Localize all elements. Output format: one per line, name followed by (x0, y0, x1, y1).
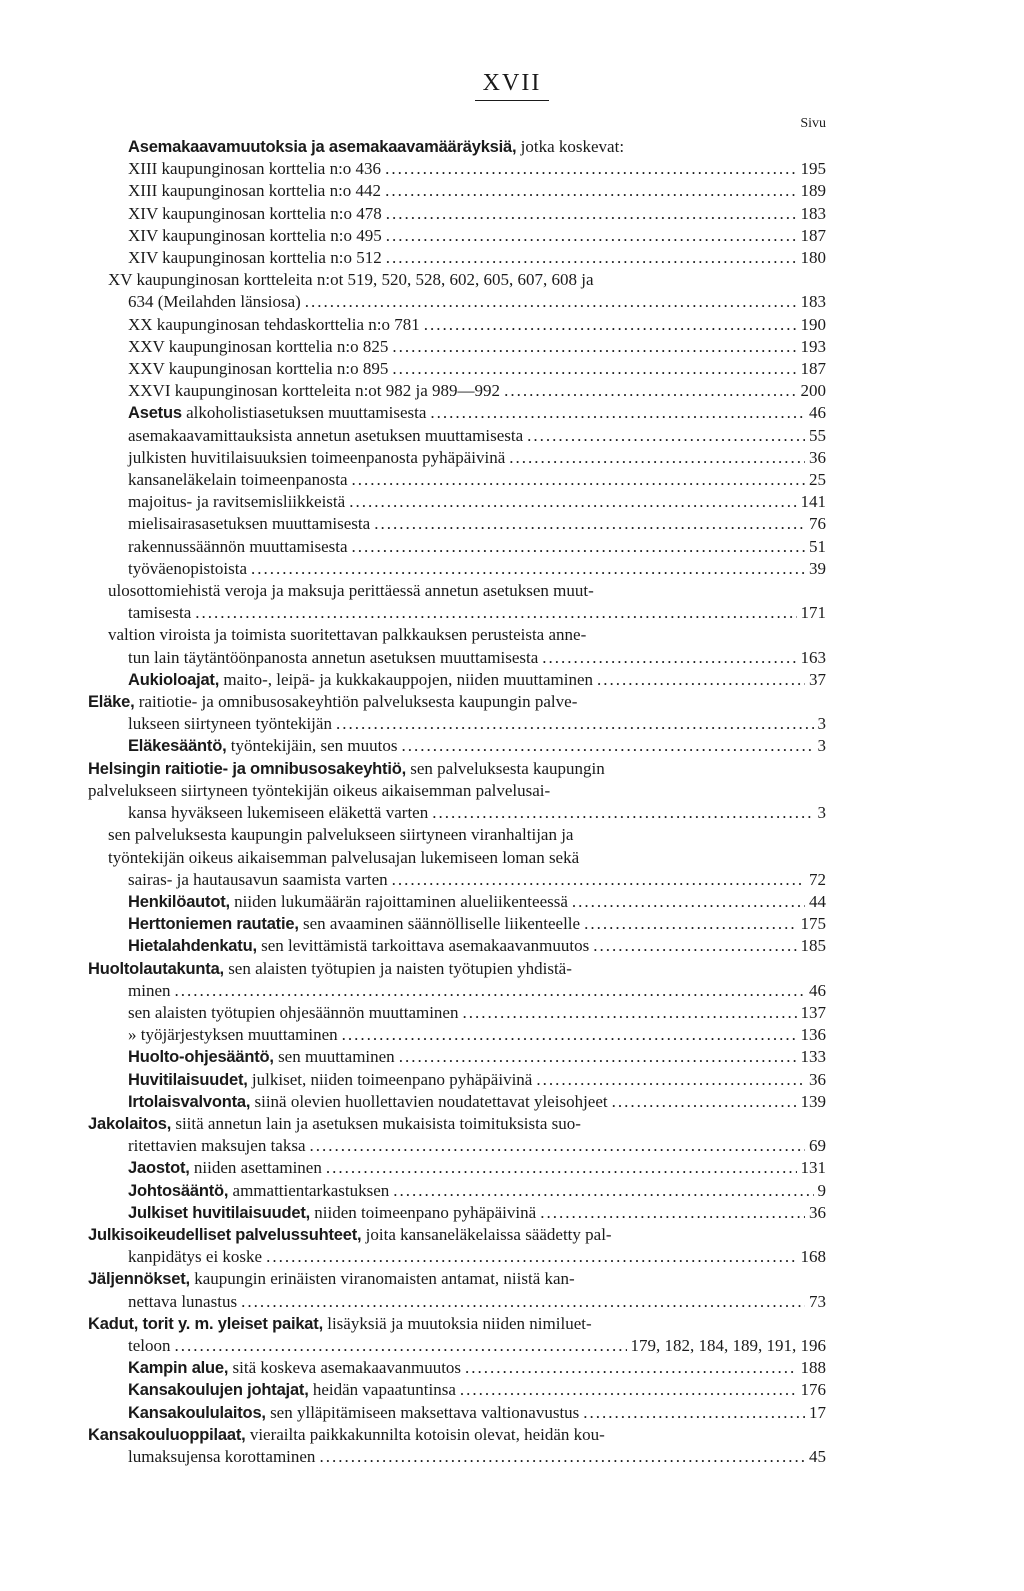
page-reference: 180 (800, 248, 826, 268)
entry-text: tamisesta (128, 603, 192, 623)
entry-text: XX kaupunginosan tehdaskorttelia n:o 781 (128, 314, 420, 334)
index-entry (88, 691, 826, 735)
entry-text: » työjärjestyksen muuttaminen (128, 1025, 338, 1045)
entry-text: XIII kaupunginosan korttelia n:o 442 (128, 181, 382, 201)
page-reference: 193 (800, 336, 826, 356)
entry-text: työväenopistoista (128, 558, 247, 578)
entry-heading: Aukioloajat, (128, 670, 220, 689)
page-reference: 171 (800, 603, 826, 623)
index-entry-line (108, 847, 826, 869)
index-entry-line (128, 1402, 826, 1424)
page-reference: 188 (800, 1358, 826, 1378)
index-entry-line (128, 247, 826, 269)
entry-text: majoitus- ja ravitsemisliikkeistä (128, 492, 346, 512)
dot-leader (305, 291, 797, 313)
entry-text: XIV kaupunginosan korttelia n:o 478 (128, 203, 382, 223)
index-entry (88, 1091, 826, 1113)
index-entry (88, 1024, 826, 1046)
dot-leader (593, 935, 796, 957)
index-entry-line (128, 336, 826, 358)
entry-text: siitä annetun lain ja asetuksen mukaisista toimituksista suo- (175, 1113, 581, 1133)
index-entry-line (128, 802, 826, 824)
index-entry-line (88, 1313, 826, 1335)
page-reference: 36 (809, 1202, 826, 1222)
entry-text: työntekijäin, sen muutos (230, 736, 398, 756)
page-reference: 189 (800, 181, 826, 201)
page-reference: 3 (817, 803, 826, 823)
dot-leader (584, 913, 796, 935)
index-entry (88, 824, 826, 891)
index-entry-line (108, 269, 826, 291)
entry-heading: Asetus (128, 404, 182, 423)
index-entry-line (108, 580, 826, 602)
index-entry-line (128, 647, 826, 669)
index-entry-line (88, 758, 826, 780)
entry-text: siinä olevien huollettavien noudatettavat yleisohjeet (254, 1091, 608, 1111)
page-reference: 45 (809, 1446, 826, 1466)
page-reference: 55 (809, 425, 826, 445)
index-entry (88, 1046, 826, 1068)
page-reference: 139 (800, 1091, 826, 1111)
index-entry (88, 1202, 826, 1224)
index-entry-line (128, 380, 826, 402)
entry-text: XXVI kaupunginosan kortteleita n:ot 982 ja 989—992 (128, 381, 501, 401)
index-entry-line (128, 669, 826, 691)
index-entry-line (128, 602, 826, 624)
page-reference: 190 (800, 314, 826, 334)
entry-text: XXV kaupunginosan korttelia n:o 825 (128, 336, 389, 356)
dot-leader (392, 336, 796, 358)
dot-leader (540, 1202, 805, 1224)
index-entry (88, 624, 826, 668)
entry-heading: Helsingin raitiotie- ja omnibusosakeyhtiö, (88, 759, 406, 778)
entry-text: jotka koskevat: (520, 137, 625, 156)
index-entry (88, 513, 826, 535)
index-entry (88, 491, 826, 513)
entry-text: julkisten huvitilaisuuksien toimeenpanosta pyhäpäivinä (128, 447, 506, 467)
index-entry-line (88, 958, 826, 980)
page-reference: 141 (800, 492, 826, 512)
entry-text: ulosottomiehistä veroja ja maksuja perittäessä annetun asetuksen muut- (108, 581, 594, 601)
dot-leader (504, 380, 796, 402)
page-reference: 73 (809, 1291, 826, 1311)
entry-text: sitä koskeva asemakaavanmuutos (232, 1358, 462, 1378)
page-reference: 133 (800, 1047, 826, 1067)
index-entry-line (128, 1069, 826, 1091)
dot-leader (462, 1002, 796, 1024)
index-entry (88, 1379, 826, 1401)
entry-heading: Johtosääntö, (128, 1181, 229, 1200)
entry-text: kansa hyväkseen lukemiseen eläkettä varten (128, 803, 429, 823)
index-entry-line (128, 136, 826, 158)
entry-heading: Herttoniemen rautatie, (128, 915, 299, 934)
page-reference: 175 (800, 914, 826, 934)
entry-text: julkiset, niiden toimeenpano pyhäpäivinä (251, 1069, 533, 1089)
index-entry (88, 1313, 826, 1357)
index-entry (88, 402, 826, 424)
entry-text: lisäyksiä ja muutoksia niiden nimiluet- (327, 1313, 592, 1333)
index-entry-line (128, 1291, 826, 1313)
dot-leader (195, 602, 796, 624)
dot-leader (336, 713, 814, 735)
index-entry (88, 136, 826, 158)
index-entry-line (128, 713, 826, 735)
entry-text: kansaneläkelain toimeenpanosta (128, 470, 348, 490)
dot-leader (536, 1069, 805, 1091)
dot-leader (386, 225, 797, 247)
dot-leader (386, 247, 797, 269)
index-entry-line (128, 314, 826, 336)
index-entry (88, 758, 826, 825)
entry-heading: Kampin alue, (128, 1359, 229, 1378)
dot-leader (597, 669, 805, 691)
index-entry (88, 314, 826, 336)
index-entry (88, 1069, 826, 1091)
index-list (88, 136, 826, 1468)
index-entry (88, 1180, 826, 1202)
entry-heading: Hietalahdenkatu, (128, 937, 257, 956)
index-entry-line (128, 1002, 826, 1024)
index-entry-line (128, 1335, 826, 1357)
entry-heading: Kansakoulujen johtajat, (128, 1381, 309, 1400)
index-entry-line (128, 935, 826, 957)
entry-text: alkoholistiasetuksen muuttamisesta (186, 403, 427, 423)
entry-heading: Irtolaisvalvonta, (128, 1092, 251, 1111)
entry-text: asemakaavamittauksista annetun asetuksen muuttamisesta (128, 425, 524, 445)
page-reference: 46 (809, 980, 826, 1000)
index-entry (88, 425, 826, 447)
dot-leader (352, 469, 806, 491)
page-reference: 183 (800, 292, 826, 312)
dot-leader (385, 180, 796, 202)
entry-heading: Jakolaitos, (88, 1114, 172, 1133)
dot-leader (432, 802, 813, 824)
index-entry-line (128, 735, 826, 757)
entry-text: sen avaaminen säännölliselle liikenteelle (302, 914, 581, 934)
index-entry-line (128, 1446, 826, 1468)
dot-leader (392, 869, 805, 891)
entry-text: raitiotie- ja omnibusosakeyhtiön palveluksesta kaupungin palve- (138, 692, 578, 712)
entry-heading: Henkilöautot, (128, 892, 230, 911)
page-reference: 36 (809, 447, 826, 467)
page-reference: 46 (809, 403, 826, 423)
entry-text: teloon (128, 1335, 171, 1355)
entry-text: lukseen siirtyneen työntekijän (128, 714, 332, 734)
page-reference: 131 (800, 1158, 826, 1178)
index-entry-line (128, 869, 826, 891)
column-header-sivu: Sivu (800, 116, 826, 131)
page-reference: 163 (800, 647, 826, 667)
entry-heading: Eläke, (88, 693, 135, 712)
index-entry-line (128, 469, 826, 491)
dot-leader (326, 1157, 797, 1179)
index-entry-line (128, 158, 826, 180)
entry-heading: Kansakoululaitos, (128, 1403, 266, 1422)
index-entry (88, 247, 826, 269)
index-entry (88, 1424, 826, 1468)
page-reference: 187 (800, 225, 826, 245)
dot-leader (583, 1402, 805, 1424)
dot-leader (386, 203, 797, 225)
entry-text: kanpidätys ei koske (128, 1247, 263, 1267)
index-entry (88, 913, 826, 935)
entry-text: XV kaupunginosan kortteleita n:ot 519, 520, 528, 602, 605, 607, 608 ja (108, 270, 594, 290)
index-entry-line (128, 1046, 826, 1068)
index-entry (88, 158, 826, 180)
index-entry (88, 203, 826, 225)
index-entry-line (128, 225, 826, 247)
index-entry (88, 558, 826, 580)
entry-text: nettava lunastus (128, 1291, 238, 1311)
page-reference: 187 (800, 359, 826, 379)
index-entry-line (88, 1424, 826, 1446)
dot-leader (393, 1180, 813, 1202)
index-entry-line (128, 291, 826, 313)
dot-leader (572, 891, 805, 913)
entry-text: XIV kaupunginosan korttelia n:o 512 (128, 248, 382, 268)
page-reference: 9 (817, 1180, 826, 1200)
entry-text: kaupungin erinäisten viranomaisten antamat, niistä kan- (194, 1269, 575, 1289)
dot-leader (251, 558, 805, 580)
entry-text: rakennussäännön muuttamisesta (128, 536, 348, 556)
index-entry-line (128, 180, 826, 202)
index-entry (88, 1224, 826, 1268)
dot-leader (349, 491, 796, 513)
index-entry-line (88, 1268, 826, 1290)
index-entry-line (128, 1157, 826, 1179)
entry-heading: Julkiset huvitilaisuudet, (128, 1203, 311, 1222)
entry-heading: Julkisoikeudelliset palvelussuhteet, (88, 1225, 362, 1244)
entry-heading: Kadut, torit y. m. yleiset paikat, (88, 1314, 323, 1333)
entry-text: sen muuttaminen (278, 1047, 395, 1067)
page-reference: 76 (809, 514, 826, 534)
dot-leader (430, 402, 805, 424)
entry-heading: Jäljennökset, (88, 1270, 190, 1289)
index-entry-line (128, 980, 826, 1002)
entry-heading: Kansakouluoppilaat, (88, 1425, 246, 1444)
entry-text: niiden lukumäärän rajoittaminen alueliikenteessä (234, 891, 568, 911)
index-entry (88, 935, 826, 957)
entry-text: sen alaisten työtupien ohjesäännön muuttaminen (128, 1002, 459, 1022)
entry-text: sen alaisten työtupien ja naisten työtupien yhdistä- (228, 958, 572, 978)
page-reference: 185 (800, 936, 826, 956)
index-entry-line (128, 402, 826, 424)
page-reference: 51 (809, 536, 826, 556)
index-entry (88, 1002, 826, 1024)
index-entry-line (88, 691, 826, 713)
page-reference: 195 (800, 159, 826, 179)
page-reference: 179, 182, 184, 189, 191, 196 (630, 1335, 826, 1355)
dot-leader (241, 1291, 805, 1313)
entry-text: ritettavien maksujen taksa (128, 1136, 306, 1156)
entry-text: XXV kaupunginosan korttelia n:o 895 (128, 359, 389, 379)
page-reference: 17 (809, 1402, 826, 1422)
dot-leader (319, 1446, 805, 1468)
page-reference: 200 (800, 381, 826, 401)
dot-leader (612, 1091, 797, 1113)
index-entry (88, 358, 826, 380)
index-entry-line (128, 358, 826, 380)
index-entry-line (108, 624, 826, 646)
page-reference: 25 (809, 470, 826, 490)
entry-text: lumaksujensa korottaminen (128, 1446, 316, 1466)
page-reference: 37 (809, 669, 826, 689)
entry-text: sen levittämistä tarkoittava asemakaavanmuutos (261, 936, 590, 956)
page-reference: 168 (800, 1247, 826, 1267)
index-entry-line (128, 425, 826, 447)
entry-text: XIV kaupunginosan korttelia n:o 495 (128, 225, 382, 245)
dot-leader (465, 1357, 796, 1379)
entry-text: mielisairasasetuksen muuttamisesta (128, 514, 371, 534)
index-entry (88, 380, 826, 402)
dot-leader (392, 358, 796, 380)
index-entry-line (128, 203, 826, 225)
index-entry-line (128, 913, 826, 935)
entry-text: sen palveluksesta kaupungin palvelukseen siirtyneen viranhaltijan ja (108, 825, 574, 845)
index-entry-line (128, 1357, 826, 1379)
index-entry-line (128, 491, 826, 513)
dot-leader (385, 158, 796, 180)
entry-text: sen ylläpitämiseen maksettava valtionavustus (270, 1402, 580, 1422)
dot-leader (175, 1335, 627, 1357)
index-entry (88, 735, 826, 757)
dot-leader (374, 513, 805, 535)
index-entry (88, 1268, 826, 1312)
index-entry-line (128, 1379, 826, 1401)
index-entry-line (128, 1180, 826, 1202)
index-entry-line (128, 1135, 826, 1157)
page-reference: 36 (809, 1069, 826, 1089)
dot-leader (542, 647, 796, 669)
index-entry-line (88, 780, 826, 802)
index-entry-line (108, 824, 826, 846)
entry-text: heidän vapaatuntinsa (312, 1380, 456, 1400)
entry-heading: Huvitilaisuudet, (128, 1070, 248, 1089)
dot-leader (401, 735, 813, 757)
index-entry (88, 891, 826, 913)
page-number-text: XVII (475, 70, 550, 101)
index-entry-line (128, 1091, 826, 1113)
entry-text: valtion viroista ja toimista suoritettavan palkkauksen perusteista anne- (108, 625, 587, 645)
index-entry (88, 447, 826, 469)
index-entry (88, 1402, 826, 1424)
page-reference: 69 (809, 1136, 826, 1156)
entry-text: minen (128, 980, 171, 1000)
page-reference: 176 (800, 1380, 826, 1400)
entry-text: palvelukseen siirtyneen työntekijän oikeus aikaisemman palvelusai- (88, 780, 551, 800)
index-entry-line (128, 536, 826, 558)
page-reference: 39 (809, 558, 826, 578)
entry-text: niiden asettaminen (193, 1158, 322, 1178)
entry-text: sairas- ja hautausavun saamista varten (128, 869, 388, 889)
entry-text: ammattientarkastuksen (232, 1180, 390, 1200)
index-entry-line (128, 558, 826, 580)
entry-heading: Huolto-ohjesääntö, (128, 1048, 274, 1067)
dot-leader (266, 1246, 796, 1268)
dot-leader (527, 425, 805, 447)
index-entry-line (128, 513, 826, 535)
index-entry-line (128, 1202, 826, 1224)
index-entry (88, 1357, 826, 1379)
page-reference: 137 (800, 1002, 826, 1022)
index-entry (88, 1157, 826, 1179)
dot-leader (342, 1024, 797, 1046)
dot-leader (352, 536, 805, 558)
index-entry (88, 1113, 826, 1157)
index-entry (88, 469, 826, 491)
page-reference: 136 (800, 1025, 826, 1045)
index-entry (88, 958, 826, 1002)
entry-text: niiden toimeenpano pyhäpäivinä (314, 1202, 537, 1222)
dot-leader (509, 447, 805, 469)
entry-text: tun lain täytäntöönpanosta annetun asetuksen muuttamisesta (128, 647, 539, 667)
entry-heading: Eläkesääntö, (128, 737, 227, 756)
page-number (0, 70, 1024, 101)
entry-heading: Huoltolautakunta, (88, 959, 224, 978)
index-entry (88, 580, 826, 624)
index-entry (88, 180, 826, 202)
dot-leader (460, 1379, 797, 1401)
dot-leader (399, 1046, 797, 1068)
entry-text: joita kansaneläkelaissa säädetty pal- (365, 1224, 612, 1244)
index-entry-line (128, 447, 826, 469)
index-entry (88, 269, 826, 313)
dot-leader (424, 314, 797, 336)
page-reference: 183 (800, 203, 826, 223)
entry-text: 634 (Meilahden länsiosa) (128, 292, 301, 312)
index-entry (88, 669, 826, 691)
entry-text: sen palveluksesta kaupungin (410, 758, 605, 778)
index-entry-line (128, 891, 826, 913)
index-entry-line (128, 1024, 826, 1046)
index-entry (88, 536, 826, 558)
page-reference: 3 (817, 714, 826, 734)
entry-text: vierailta paikkakunnilta kotoisin olevat, heidän kou- (249, 1424, 605, 1444)
page-reference: 3 (817, 736, 826, 756)
entry-text: XIII kaupunginosan korttelia n:o 436 (128, 159, 382, 179)
page-reference: 72 (809, 869, 826, 889)
index-entry-line (88, 1224, 826, 1246)
index-entry-line (128, 1246, 826, 1268)
entry-heading: Jaostot, (128, 1159, 190, 1178)
entry-text: työntekijän oikeus aikaisemman palvelusajan lukemiseen loman sekä (108, 847, 580, 867)
dot-leader (175, 980, 806, 1002)
entry-heading: Asemakaavamuutoksia ja asemakaavamääräyksiä, (128, 138, 517, 156)
page-reference: 44 (809, 891, 826, 911)
index-entry-line (88, 1113, 826, 1135)
entry-text: maito-, leipä- ja kukkakauppojen, niiden muuttaminen (223, 669, 594, 689)
index-entry (88, 225, 826, 247)
index-entry (88, 336, 826, 358)
dot-leader (310, 1135, 806, 1157)
